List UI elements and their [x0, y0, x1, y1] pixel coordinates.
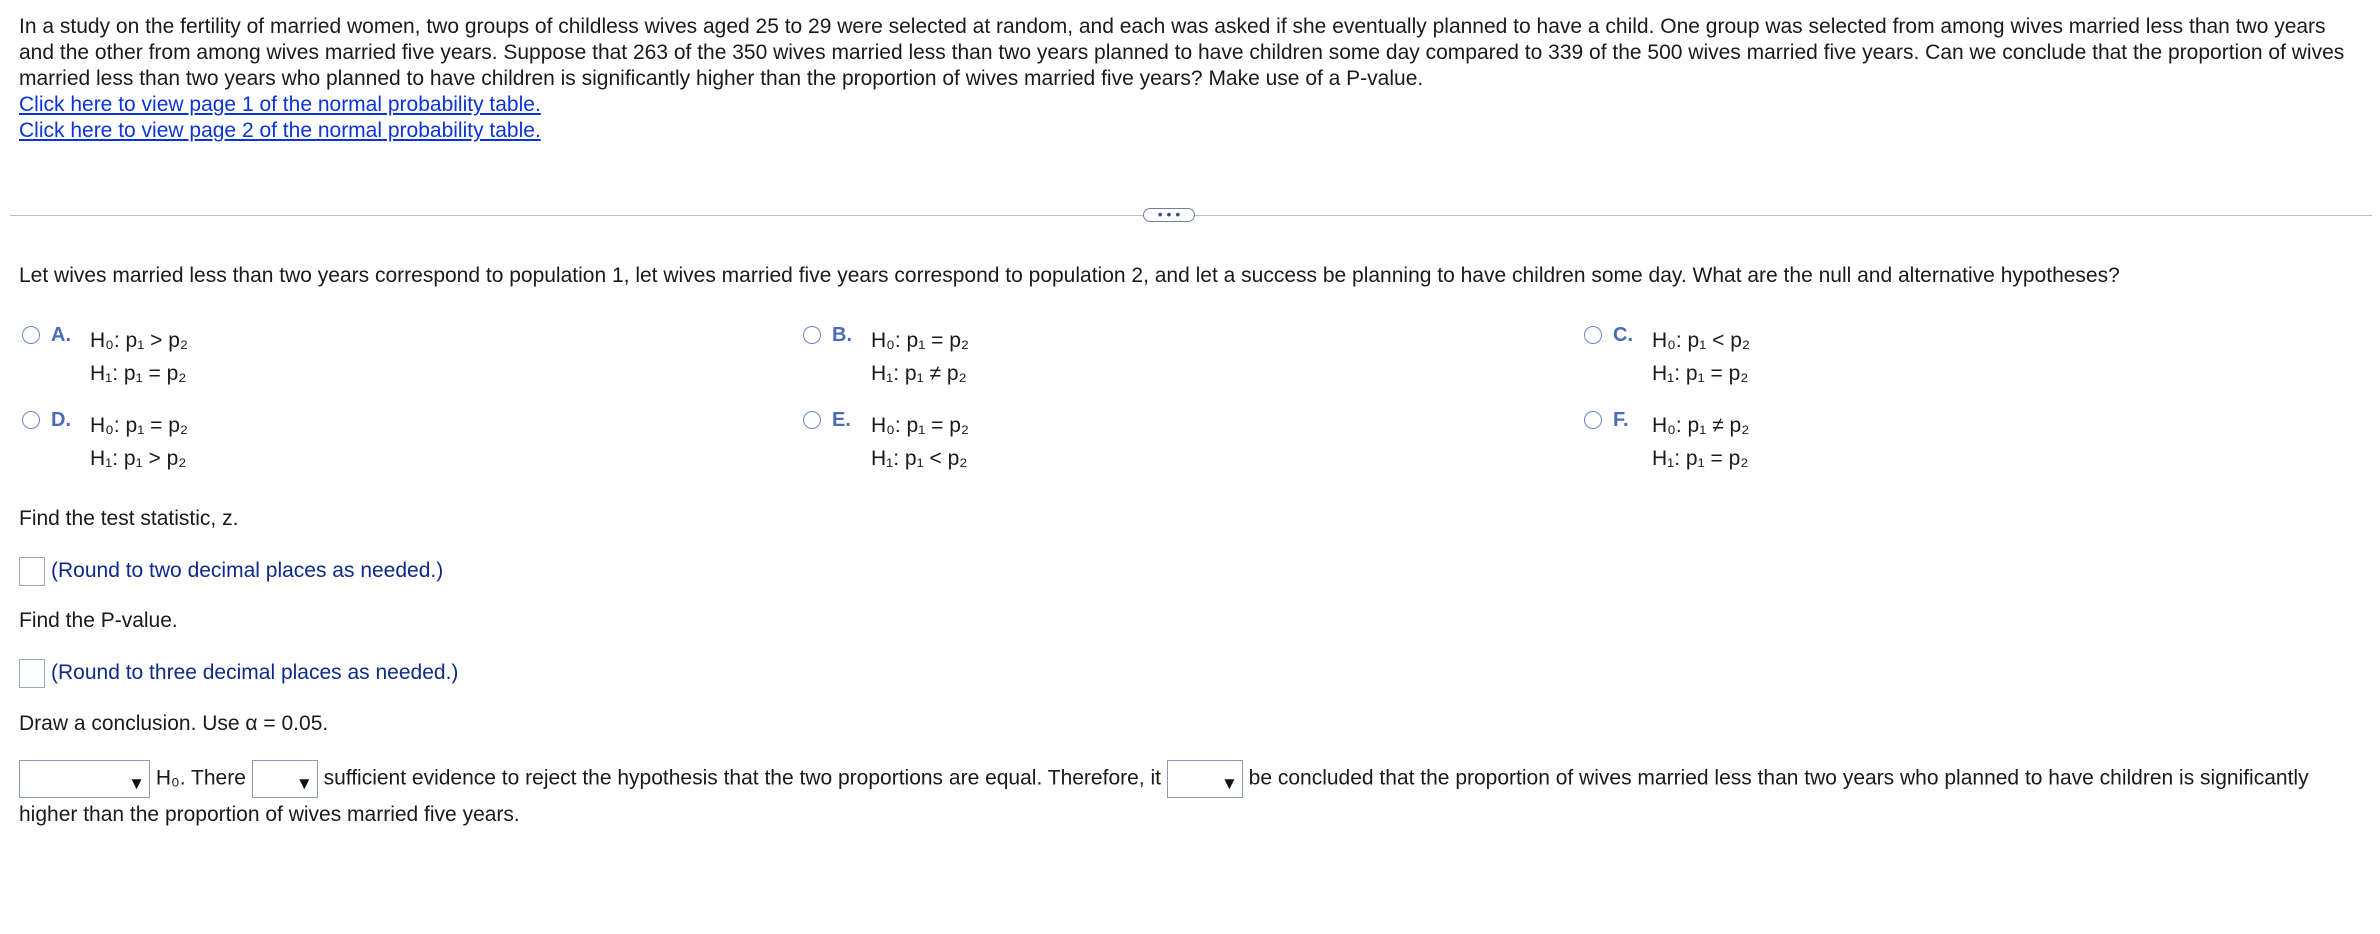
alternative-hypothesis: H₁: p₁ = p₂ — [1652, 362, 1749, 385]
hypotheses — [90, 409, 188, 475]
null-hypothesis: H₀: p₁ ≠ p₂ — [1652, 414, 1750, 437]
option-letter: A. — [51, 324, 71, 346]
hypotheses — [90, 324, 188, 390]
alternative-hypothesis: H₁: p₁ < p₂ — [871, 447, 968, 470]
null-hypothesis: H₀: p₁ = p₂ — [871, 329, 970, 352]
can-cannot-dropdown[interactable] — [1167, 760, 1243, 798]
hypotheses — [1652, 324, 1750, 390]
option-letter: F. — [1613, 409, 1629, 431]
problem-statement — [19, 14, 2364, 144]
p-value-label: Find the P-value. — [19, 609, 178, 632]
h0-symbol: H₀ — [155, 766, 180, 790]
alternative-hypothesis: H₁: p₁ > p₂ — [90, 447, 187, 470]
p-value-hint: (Round to three decimal places as needed.) — [51, 661, 459, 685]
option-letter: E. — [832, 409, 851, 431]
alternative-hypothesis: H₁: p₁ = p₂ — [1652, 447, 1749, 470]
radio-button[interactable] — [1584, 411, 1602, 429]
conclusion-sentence — [19, 760, 2364, 832]
conclusion-text-1: . There — [179, 766, 246, 790]
evidence-dropdown[interactable] — [252, 760, 318, 798]
problem-text: In a study on the fertility of married women, two groups of childless wives aged 25 to 29 were selected at random, and each was asked if she eventually planned to have a child. One group was selected from among wives married less than two years and the other from among wives married five years. Suppose that 263 of the 350 wives married less than two years planned to have children some day compared to 339 of the 500 wives married five years. Can we conclude that the proportion of wives married less than two years who planned to have children is significantly higher than the proportion of wives married five years? Make use of a P-value. — [19, 15, 2345, 90]
null-hypothesis: H₀: p₁ = p₂ — [871, 414, 970, 437]
radio-button[interactable] — [22, 326, 40, 344]
conclusion-text-3: be concluded that the proportion of wives married less than two years who planned to have children is significantly higher than the proportion of wives married five years. — [19, 766, 2309, 826]
test-statistic-label: Find the test statistic, z. — [19, 507, 239, 530]
radio-button[interactable] — [803, 411, 821, 429]
null-hypothesis: H₀: p₁ = p₂ — [90, 414, 189, 437]
hypotheses — [871, 324, 969, 390]
option-letter: B. — [832, 324, 852, 346]
null-hypothesis: H₀: p₁ > p₂ — [90, 329, 189, 352]
dropdown-arrow-icon: ▼ — [295, 774, 313, 793]
test-statistic-input[interactable] — [19, 557, 45, 586]
decision-dropdown[interactable] — [19, 760, 150, 798]
hypotheses — [1652, 409, 1749, 475]
normal-table-page1-link[interactable]: Click here to view page 1 of the normal probability table. — [19, 93, 541, 116]
alternative-hypothesis: H₁: p₁ = p₂ — [90, 362, 187, 385]
p-value-input[interactable] — [19, 659, 45, 688]
radio-button[interactable] — [1584, 326, 1602, 344]
alternative-hypothesis: H₁: p₁ ≠ p₂ — [871, 362, 967, 385]
radio-button[interactable] — [803, 326, 821, 344]
normal-table-page2-link[interactable]: Click here to view page 2 of the normal probability table. — [19, 119, 541, 142]
option-letter: D. — [51, 409, 71, 431]
p-value-row — [19, 659, 458, 688]
conclusion-label: Draw a conclusion. Use α = 0.05. — [19, 712, 329, 735]
test-statistic-row — [19, 557, 443, 586]
test-statistic-hint: (Round to two decimal places as needed.) — [51, 559, 444, 583]
hypotheses — [871, 409, 969, 475]
conclusion-text-2: sufficient evidence to reject the hypothesis that the two proportions are equal. Therefore, it — [323, 766, 1161, 790]
null-hypothesis: H₀: p₁ < p₂ — [1652, 329, 1751, 352]
hypotheses-question: Let wives married less than two years correspond to population 1, let wives married five years correspond to population 2, and let a success be planning to have children some day. What are the null and alternative hypotheses? — [19, 264, 2120, 287]
expand-handle[interactable]: • • • — [1143, 208, 1195, 222]
dropdown-arrow-icon: ▼ — [128, 774, 145, 793]
radio-button[interactable] — [22, 411, 40, 429]
dropdown-arrow-icon: ▼ — [1220, 774, 1238, 793]
option-letter: C. — [1613, 324, 1633, 346]
